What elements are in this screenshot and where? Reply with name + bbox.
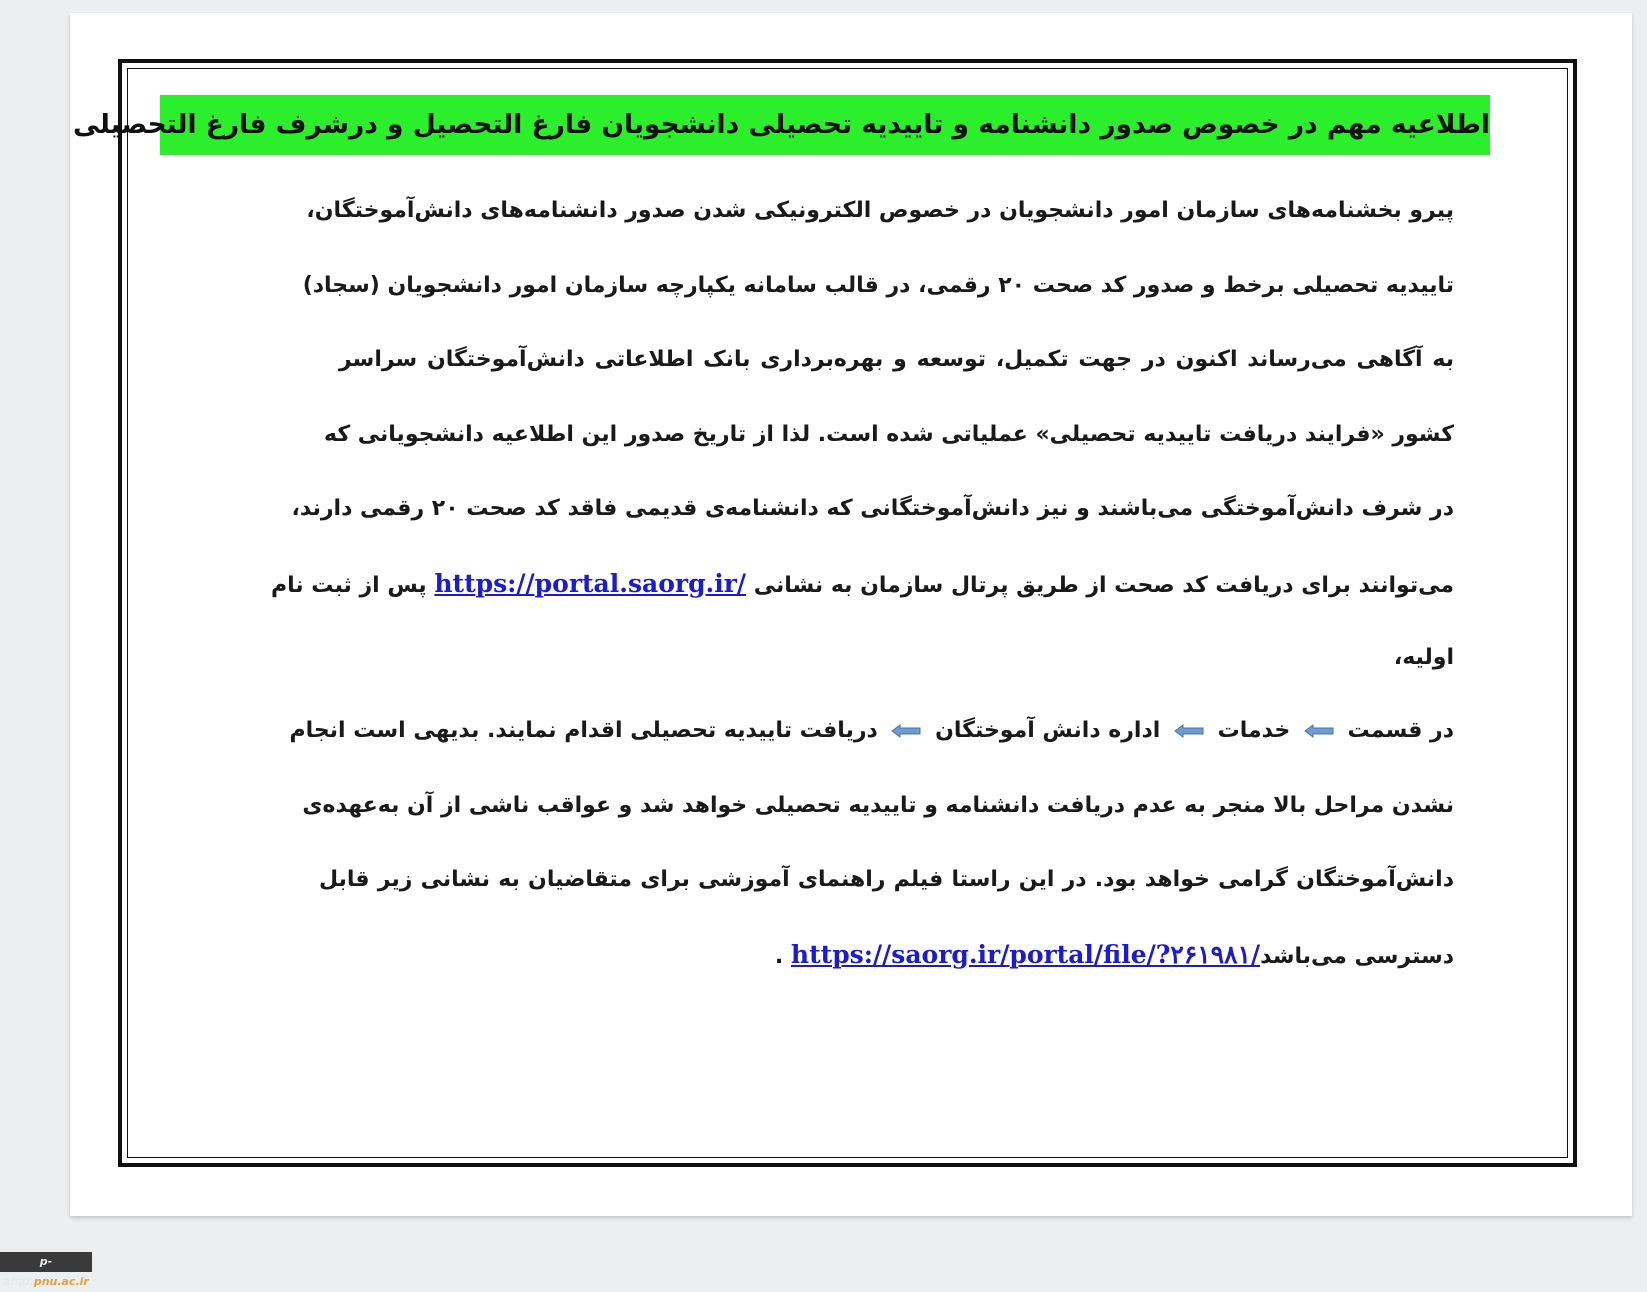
document-sheet xyxy=(70,13,1632,1216)
paragraph-line xyxy=(289,694,1454,769)
paragraph-text: دسترسی می‌باشد xyxy=(1260,943,1454,969)
arrow-left-icon xyxy=(891,724,921,738)
paragraph-text: . xyxy=(774,943,784,969)
paragraph-line: در شرف دانش‌آموختگی می‌باشند و نیز دانش‌آموختگانی که دانشنامه‌ی قدیمی فاقد کد صحت ۲۰ رقمی دارند، xyxy=(291,496,1454,521)
arrow-left-icon xyxy=(1304,724,1334,738)
paragraph-line: تاییدیه تحصیلی برخط و صدور کد صحت ۲۰ رقمی، در قالب سامانه یکپارچه سازمان امور دانشجویان (سجاد) xyxy=(302,272,1454,298)
portal-link[interactable]: https://portal.saorg.ir/ xyxy=(434,568,747,598)
paragraph-line xyxy=(270,547,1454,622)
tutorial-video-link[interactable]: https://saorg.ir/portal/file/?۲۶۱۹۸۱/ xyxy=(790,939,1261,969)
notice-paragraph-2 xyxy=(289,694,1454,992)
paragraph-text: دریافت تاییدیه تحصیلی اقدام نمایند. بدیهی است انجام xyxy=(289,718,878,743)
menu-path-text: اداره دانش آموختگان xyxy=(935,718,1161,743)
paragraph-line: پیرو بخشنامه‌های سازمان امور دانشجویان در خصوص الکترونیکی شدن صدور دانشنامه‌های دانش‌آموختگان، xyxy=(306,198,1454,223)
watermark-domain: pnu.ac.ir xyxy=(33,1275,89,1288)
paragraph-line: به آگاهی می‌رساند اکنون در جهت تکمیل، توسعه و بهره‌برداری بانک اطلاعاتی دانش‌آموختگان سراسر xyxy=(339,347,1454,372)
paragraph-line xyxy=(319,918,1454,993)
paragraph-line: اولیه، xyxy=(1393,645,1454,670)
paragraph-text: پس از ثبت نام xyxy=(270,572,427,598)
notice-paragraph-1 xyxy=(270,174,1454,696)
paragraph-line: کشور «فرایند دریافت تاییدیه تحصیلی» عملیاتی شده است. لذا از تاریخ صدور این اطلاعیه دانشجویانی که xyxy=(323,421,1454,447)
arrow-left-icon xyxy=(1174,724,1204,738)
paragraph-line: نشدن مراحل بالا منجر به عدم دریافت دانشنامه و تاییدیه تحصیلی خواهد شد و عواقب ناشی از آن به‌عهده‌ی xyxy=(302,792,1454,818)
paragraph-text: می‌توانند برای دریافت کد صحت از طریق پرتال سازمان به نشانی xyxy=(753,572,1454,598)
menu-path-text: خدمات xyxy=(1217,718,1291,743)
paragraph-line: دانش‌آموختگان گرامی خواهد بود. در این راستا فیلم راهنمای آموزشی برای متقاضیان به نشانی زیر قابل xyxy=(319,867,1454,892)
menu-path-text: در قسمت xyxy=(1347,718,1454,743)
site-watermark xyxy=(0,1252,92,1288)
watermark-prefix: p-ahar. xyxy=(3,1255,53,1288)
notice-title: اطلاعیه مهم در خصوص صدور دانشنامه و تاییدیه تحصیلی دانشجویان فارغ التحصیل و درشرف فارغ التحصیلی xyxy=(160,95,1490,155)
